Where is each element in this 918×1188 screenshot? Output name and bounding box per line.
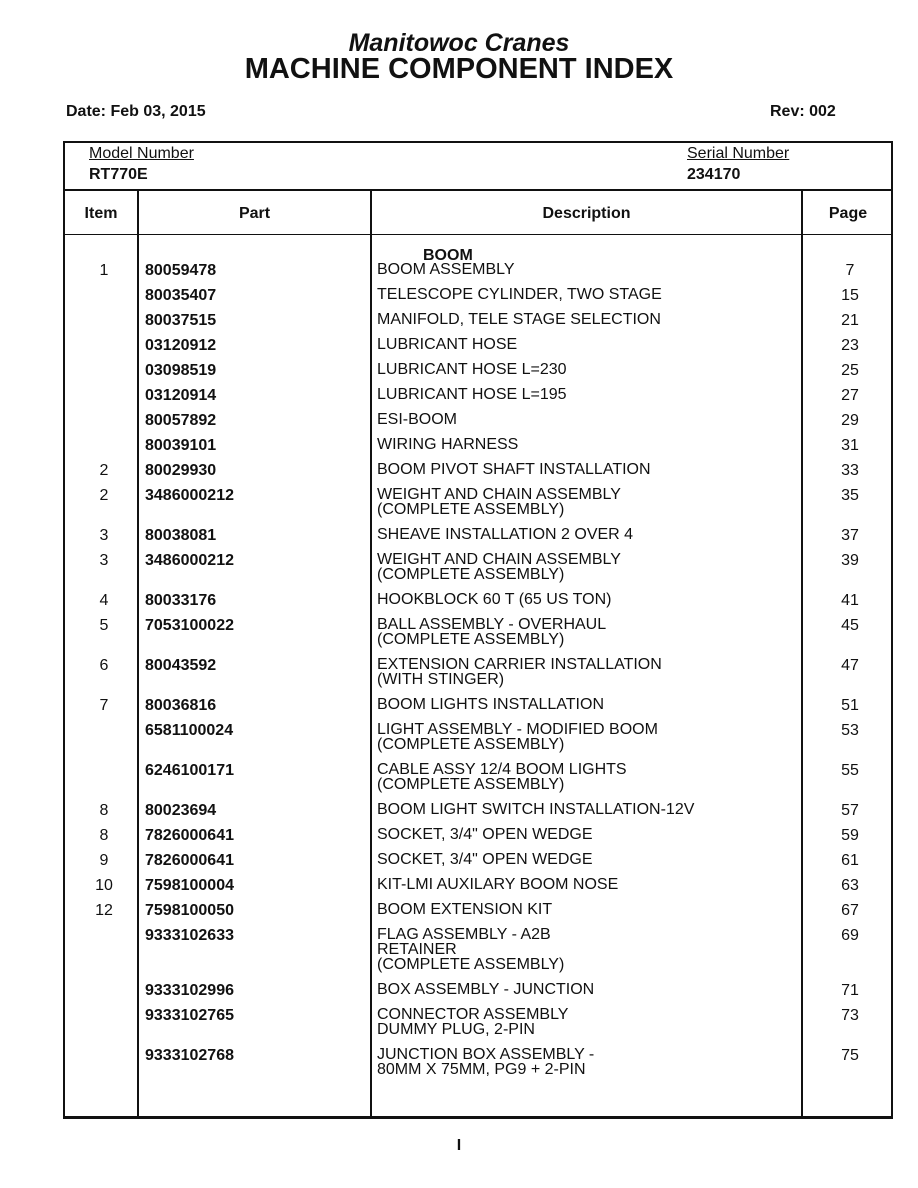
row-item-number: 9 xyxy=(99,852,109,869)
row-page-number: 27 xyxy=(841,387,859,404)
row-description xyxy=(377,697,797,712)
row-description xyxy=(377,657,797,687)
row-description xyxy=(377,337,797,352)
column-header-page: Page xyxy=(828,205,868,222)
row-description-line: LUBRICANT HOSE L=195 xyxy=(377,386,567,403)
row-page-number: 51 xyxy=(841,697,859,714)
row-item-number: 2 xyxy=(99,487,109,504)
row-description-line: BOX ASSEMBLY - JUNCTION xyxy=(377,981,595,998)
row-description-line: JUNCTION BOX ASSEMBLY - xyxy=(377,1046,595,1063)
company-name: Manitowoc Cranes xyxy=(348,29,570,57)
column-divider-part xyxy=(370,191,372,1116)
row-description-line: (COMPLETE ASSEMBLY) xyxy=(377,776,565,793)
row-description xyxy=(377,852,797,867)
row-part-number: 3486000212 xyxy=(145,487,234,504)
row-page-number: 63 xyxy=(841,877,859,894)
row-page-number: 67 xyxy=(841,902,859,919)
document-date: Date: Feb 03, 2015 xyxy=(66,103,206,120)
row-item-number: 10 xyxy=(95,877,113,894)
row-page-number: 33 xyxy=(841,462,859,479)
row-part-number: 7826000641 xyxy=(145,827,234,844)
row-description xyxy=(377,312,797,327)
document-revision: Rev: 002 xyxy=(770,103,836,120)
row-part-number: 80033176 xyxy=(145,592,217,609)
row-part-number: 7053100022 xyxy=(145,617,234,634)
row-description-line: (COMPLETE ASSEMBLY) xyxy=(377,956,565,973)
row-item-number: 12 xyxy=(95,902,113,919)
row-part-number: 03120914 xyxy=(145,387,217,404)
row-description-line: LIGHT ASSEMBLY - MODIFIED BOOM xyxy=(377,721,658,738)
table-header-rule xyxy=(65,234,891,235)
row-description xyxy=(377,262,797,277)
row-page-number: 31 xyxy=(841,437,859,454)
row-item-number: 4 xyxy=(99,592,109,609)
row-item-number: 8 xyxy=(99,802,109,819)
row-part-number: 80023694 xyxy=(145,802,217,819)
serial-number-value: 234170 xyxy=(687,166,741,183)
row-page-number: 61 xyxy=(841,852,859,869)
row-item-number: 3 xyxy=(99,527,109,544)
row-description xyxy=(377,617,797,647)
row-description-line: (COMPLETE ASSEMBLY) xyxy=(377,566,565,583)
column-header-description: Description xyxy=(542,205,631,222)
row-description-line: FLAG ASSEMBLY - A2B xyxy=(377,926,551,943)
row-description xyxy=(377,902,797,917)
document-title: MACHINE COMPONENT INDEX xyxy=(244,53,674,85)
row-page-number: 71 xyxy=(841,982,859,999)
row-page-number: 23 xyxy=(841,337,859,354)
column-header-item: Item xyxy=(84,205,118,222)
row-page-number: 7 xyxy=(845,262,855,279)
row-part-number: 03120912 xyxy=(145,337,217,354)
row-description xyxy=(377,877,797,892)
row-description xyxy=(377,722,797,752)
row-part-number: 80029930 xyxy=(145,462,217,479)
row-description-line: (COMPLETE ASSEMBLY) xyxy=(377,631,565,648)
row-description-line: BOOM PIVOT SHAFT INSTALLATION xyxy=(377,461,651,478)
row-description-line: LUBRICANT HOSE L=230 xyxy=(377,361,567,378)
row-item-number: 5 xyxy=(99,617,109,634)
row-description xyxy=(377,412,797,427)
row-description xyxy=(377,487,797,517)
row-description-line: WEIGHT AND CHAIN ASSEMBLY xyxy=(377,551,621,568)
row-description xyxy=(377,762,797,792)
row-part-number: 80035407 xyxy=(145,287,217,304)
row-part-number: 9333102765 xyxy=(145,1007,234,1024)
row-part-number: 80059478 xyxy=(145,262,217,279)
row-page-number: 73 xyxy=(841,1007,859,1024)
row-description-line: CABLE ASSY 12/4 BOOM LIGHTS xyxy=(377,761,627,778)
row-description-line: BALL ASSEMBLY - OVERHAUL xyxy=(377,616,607,633)
row-description xyxy=(377,1047,797,1077)
row-page-number: 25 xyxy=(841,362,859,379)
row-description-line: (COMPLETE ASSEMBLY) xyxy=(377,736,565,753)
row-description xyxy=(377,927,797,972)
column-header-part: Part xyxy=(238,205,271,222)
row-description-line: BOOM EXTENSION KIT xyxy=(377,901,553,918)
row-part-number: 9333102996 xyxy=(145,982,234,999)
row-part-number: 80037515 xyxy=(145,312,217,329)
model-number-label: Model Number xyxy=(89,145,194,162)
row-description-line: ESI-BOOM xyxy=(377,411,458,428)
row-description-line: BOOM LIGHT SWITCH INSTALLATION-12V xyxy=(377,801,695,818)
row-part-number: 9333102633 xyxy=(145,927,234,944)
row-description-line: DUMMY PLUG, 2-PIN xyxy=(377,1021,535,1038)
model-number-value: RT770E xyxy=(89,166,148,183)
row-item-number: 8 xyxy=(99,827,109,844)
row-item-number: 2 xyxy=(99,462,109,479)
row-description-line: SHEAVE INSTALLATION 2 OVER 4 xyxy=(377,526,634,543)
row-description-line: EXTENSION CARRIER INSTALLATION xyxy=(377,656,662,673)
row-description-line: WIRING HARNESS xyxy=(377,436,519,453)
row-part-number: 6581100024 xyxy=(145,722,234,739)
row-description xyxy=(377,802,797,817)
row-description xyxy=(377,527,797,542)
row-page-number: 45 xyxy=(841,617,859,634)
row-page-number: 57 xyxy=(841,802,859,819)
row-description-line: MANIFOLD, TELE STAGE SELECTION xyxy=(377,311,661,328)
row-description-line: 80MM X 75MM, PG9 + 2-PIN xyxy=(377,1061,586,1078)
row-page-number: 53 xyxy=(841,722,859,739)
row-part-number: 3486000212 xyxy=(145,552,234,569)
row-description-line: HOOKBLOCK 60 T (65 US TON) xyxy=(377,591,612,608)
row-page-number: 47 xyxy=(841,657,859,674)
row-part-number: 6246100171 xyxy=(145,762,234,779)
row-page-number: 21 xyxy=(841,312,859,329)
row-item-number: 3 xyxy=(99,552,109,569)
row-description-line: (COMPLETE ASSEMBLY) xyxy=(377,501,565,518)
column-divider-item xyxy=(137,191,139,1116)
row-page-number: 59 xyxy=(841,827,859,844)
row-description-line: WEIGHT AND CHAIN ASSEMBLY xyxy=(377,486,621,503)
row-part-number: 80038081 xyxy=(145,527,217,544)
row-description-line: RETAINER xyxy=(377,941,457,958)
row-page-number: 37 xyxy=(841,527,859,544)
row-description xyxy=(377,827,797,842)
row-description xyxy=(377,1007,797,1037)
component-index-table xyxy=(63,141,893,1119)
column-divider-desc xyxy=(801,191,803,1116)
row-item-number: 6 xyxy=(99,657,109,674)
row-description xyxy=(377,552,797,582)
row-description-line: SOCKET, 3/4" OPEN WEDGE xyxy=(377,851,593,868)
row-item-number: 1 xyxy=(99,262,109,279)
row-description-line: TELESCOPE CYLINDER, TWO STAGE xyxy=(377,286,662,303)
row-description-line: SOCKET, 3/4" OPEN WEDGE xyxy=(377,826,593,843)
row-description xyxy=(377,592,797,607)
page-number: I xyxy=(456,1137,462,1154)
row-description-line: KIT-LMI AUXILARY BOOM NOSE xyxy=(377,876,619,893)
row-part-number: 7826000641 xyxy=(145,852,234,869)
row-part-number: 03098519 xyxy=(145,362,217,379)
row-description-line: BOOM ASSEMBLY xyxy=(377,261,515,278)
row-page-number: 55 xyxy=(841,762,859,779)
row-description xyxy=(377,462,797,477)
row-description-line: (WITH STINGER) xyxy=(377,671,505,688)
row-part-number: 9333102768 xyxy=(145,1047,234,1064)
row-description xyxy=(377,362,797,377)
row-page-number: 39 xyxy=(841,552,859,569)
row-part-number: 80043592 xyxy=(145,657,217,674)
row-part-number: 80036816 xyxy=(145,697,217,714)
serial-number-label: Serial Number xyxy=(687,145,790,162)
table-top-rule xyxy=(65,189,891,191)
row-description xyxy=(377,387,797,402)
row-part-number: 7598100050 xyxy=(145,902,234,919)
row-page-number: 29 xyxy=(841,412,859,429)
row-description xyxy=(377,437,797,452)
row-page-number: 15 xyxy=(841,287,859,304)
row-page-number: 75 xyxy=(841,1047,859,1064)
row-description xyxy=(377,287,797,302)
row-part-number: 80057892 xyxy=(145,412,217,429)
section-heading: BOOM xyxy=(423,247,473,264)
row-description-line: BOOM LIGHTS INSTALLATION xyxy=(377,696,604,713)
row-page-number: 35 xyxy=(841,487,859,504)
row-part-number: 7598100004 xyxy=(145,877,234,894)
row-description-line: CONNECTOR ASSEMBLY xyxy=(377,1006,569,1023)
row-description-line: LUBRICANT HOSE xyxy=(377,336,518,353)
row-page-number: 69 xyxy=(841,927,859,944)
row-description xyxy=(377,982,797,997)
row-item-number: 7 xyxy=(99,697,109,714)
row-part-number: 80039101 xyxy=(145,437,217,454)
row-page-number: 41 xyxy=(841,592,859,609)
